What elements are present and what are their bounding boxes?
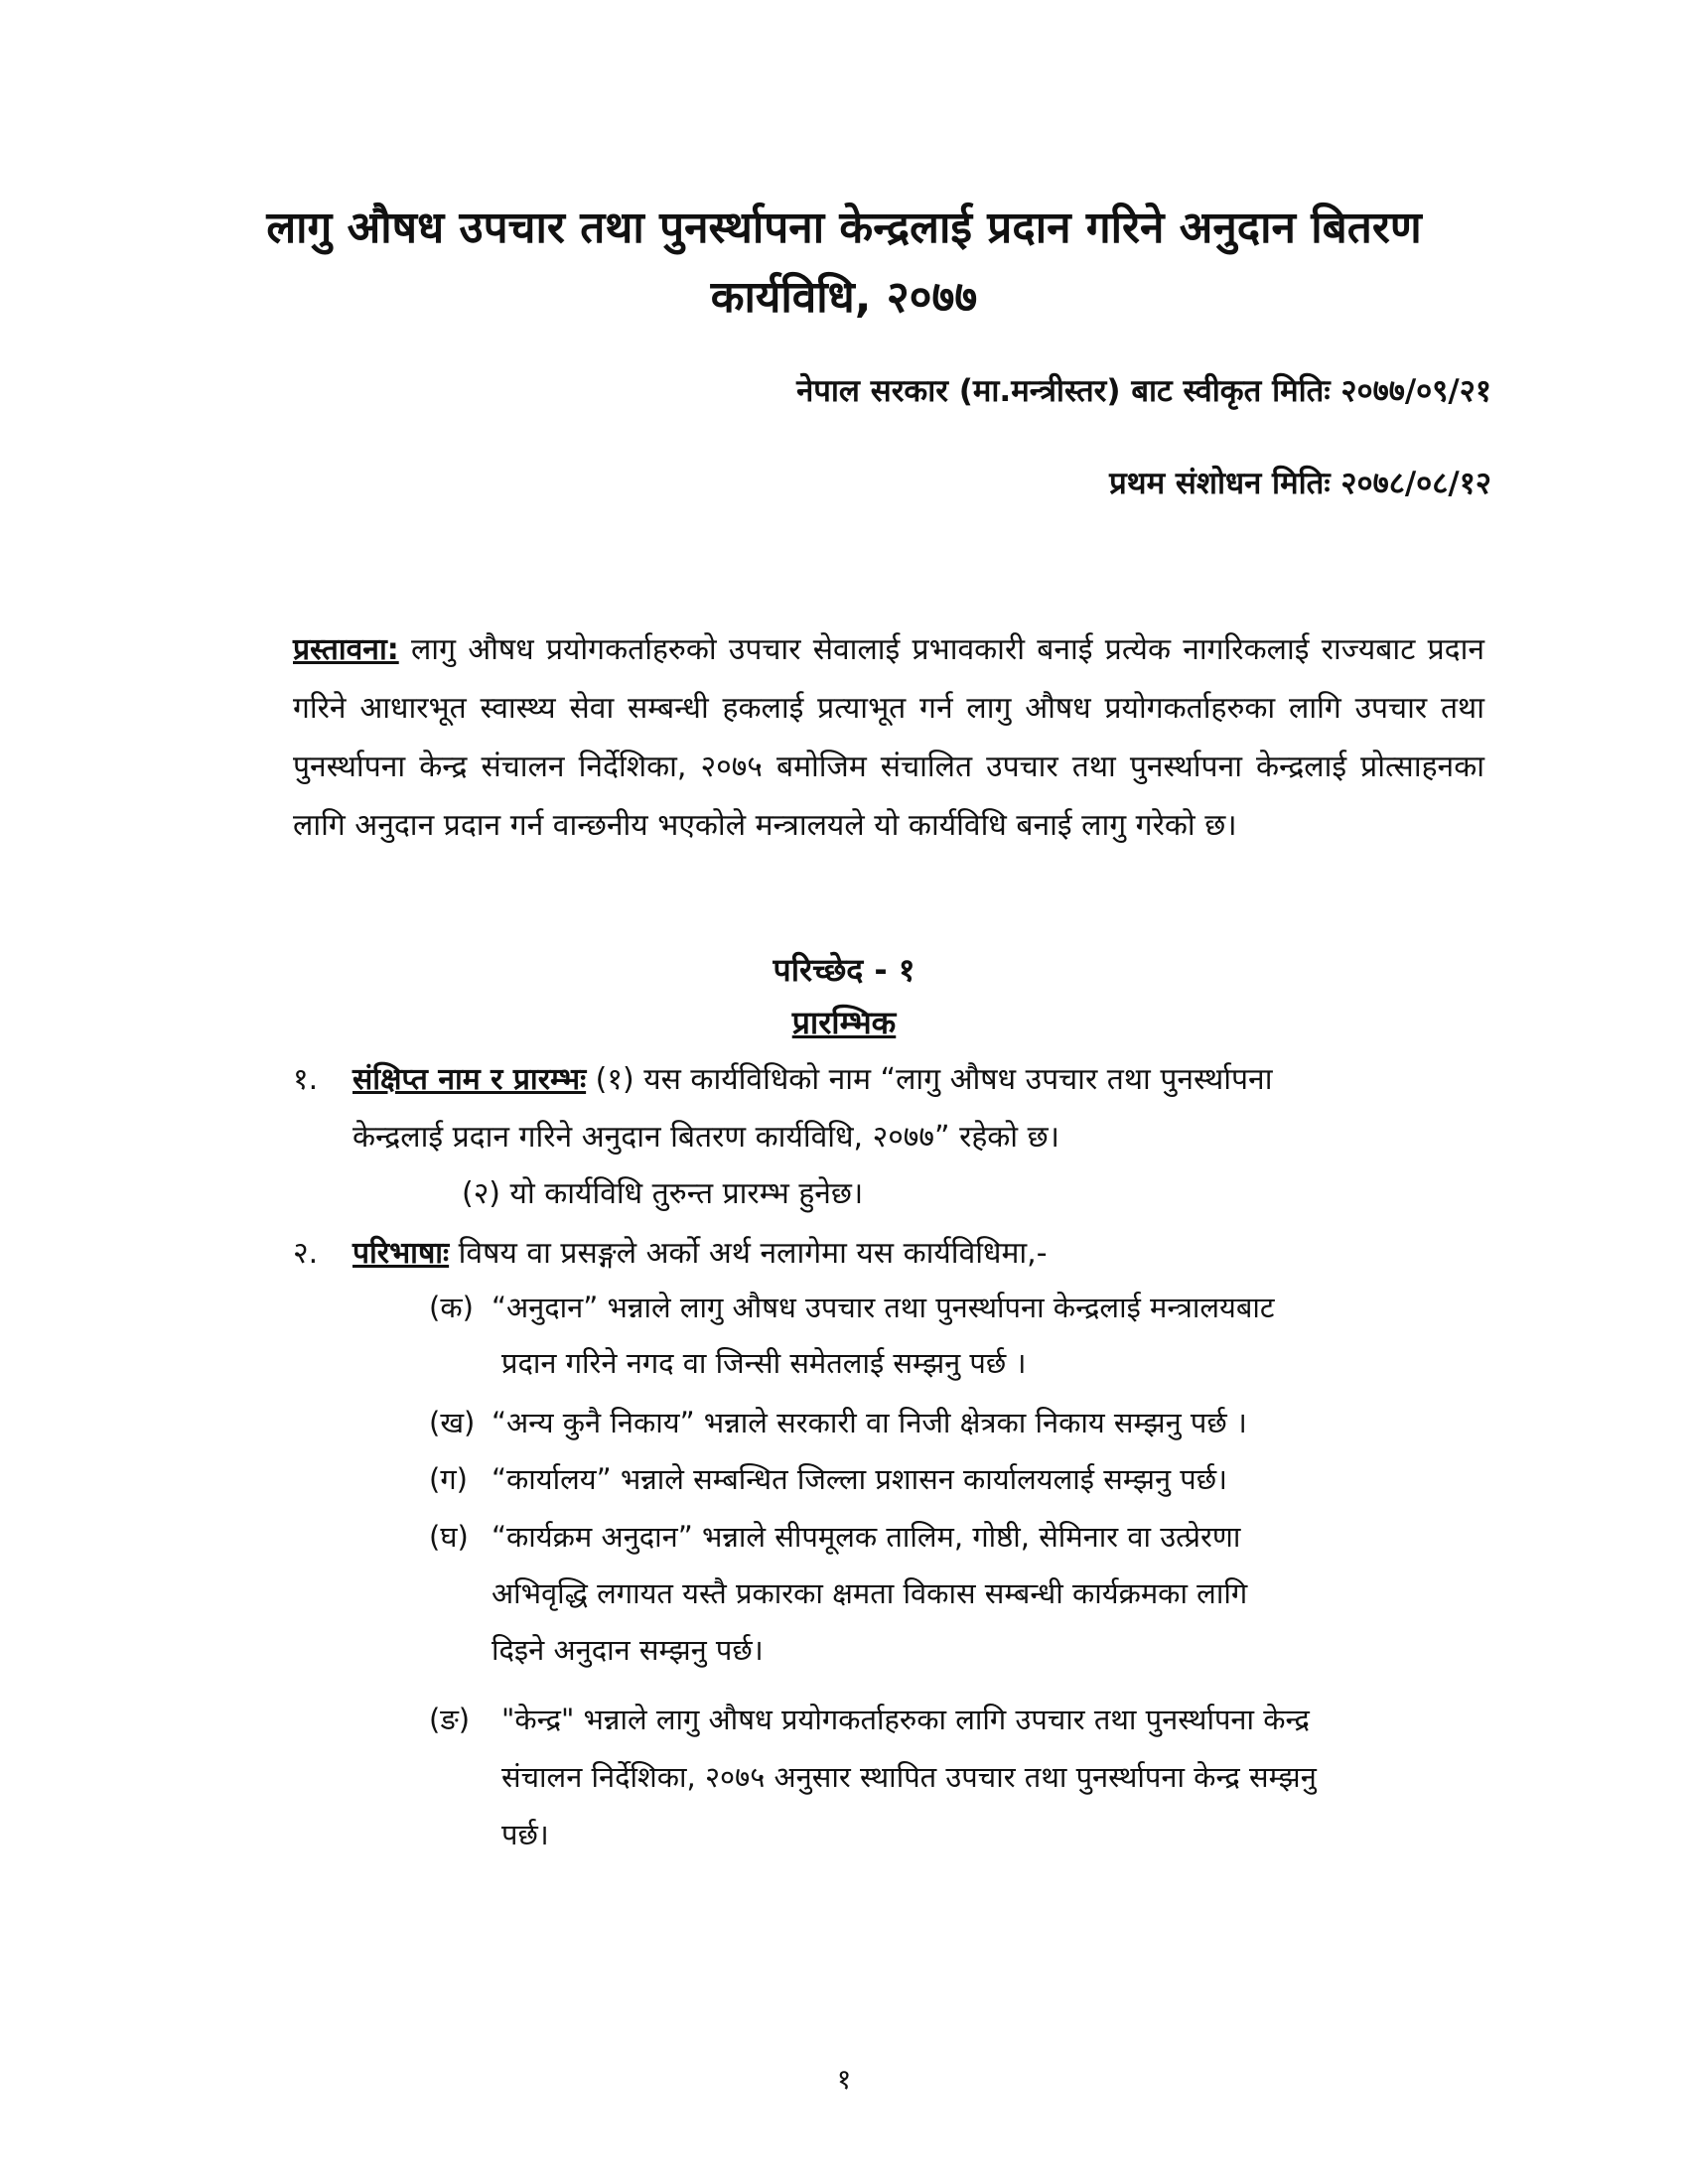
section-2-intro-line (352, 1231, 1048, 1272)
section-1-line-1 (352, 1057, 1272, 1098)
definition-marker: (क) (429, 1291, 474, 1324)
title-line-2: कार्यविधि, २०७७ (710, 272, 978, 323)
page-number: १ (836, 2063, 852, 2096)
approval-date-line: नेपाल सरकार (मा.मन्त्रीस्तर) बाट स्वीकृत मितिः २०७७/०९/२१ (796, 373, 1491, 409)
chapter-number: परिच्छेद - १ (773, 951, 915, 989)
preamble-paragraph (293, 620, 1484, 855)
definition-line: पर्छ। (501, 1818, 549, 1851)
definition-line: दिइने अनुदान सम्झनु पर्छ। (492, 1633, 764, 1667)
definition-line: अभिवृद्धि लगायत यस्तै प्रकारका क्षमता विकास सम्बन्धी कार्यक्रमका लागि (492, 1576, 1248, 1610)
section-2-intro-text: विषय वा प्रसङ्गले अर्को अर्थ नलागेमा यस कार्यविधिमा,- (449, 1236, 1048, 1271)
amendment-date-line: प्रथम संशोधन मितिः २०७८/०८/१२ (1109, 466, 1491, 501)
definition-line: “अनुदान” भन्नाले लागु औषध उपचार तथा पुनर्स्थापना केन्द्रलाई मन्त्रालयबाट (492, 1291, 1275, 1324)
definition-line: प्रदान गरिने नगद वा जिन्सी समेतलाई सम्झनु पर्छ । (501, 1346, 1027, 1380)
section-2-number: २. (293, 1236, 319, 1271)
title-line-1: लागु औषध उपचार तथा पुनर्स्थापना केन्द्रलाई प्रदान गरिने अनुदान बितरण (266, 203, 1422, 253)
preamble-label: प्रस्तावना: (293, 632, 399, 667)
definition-marker: (ङ) (429, 1703, 471, 1736)
definition-line: “कार्यक्रम अनुदान” भन्नाले सीपमूलक तालिम, गोष्ठी, सेमिनार वा उत्प्रेरणा (492, 1520, 1241, 1554)
section-1-heading: संक्षिप्त नाम र प्रारम्भः (352, 1062, 587, 1097)
section-2-heading: परिभाषाः (352, 1236, 450, 1271)
definition-marker: (घ) (429, 1520, 469, 1554)
definition-line: “कार्यालय” भन्नाले सम्बन्धित जिल्ला प्रशासन कार्यालयलाई सम्झनु पर्छ। (492, 1462, 1228, 1496)
definition-marker: (ख) (429, 1406, 476, 1439)
definition-line: "केन्द्र" भन्नाले लागु औषध प्रयोगकर्ताहरुका लागि उपचार तथा पुनर्स्थापना केन्द्र (501, 1703, 1310, 1736)
section-1-line-1-text: (१) यस कार्यविधिको नाम “लागु औषध उपचार तथा पुनर्स्थापना (586, 1062, 1273, 1097)
section-1-number: १. (293, 1062, 319, 1097)
section-1-line-2: केन्द्रलाई प्रदान गरिने अनुदान बितरण कार्यविधि, २०७७” रहेको छ। (352, 1120, 1060, 1155)
definition-line: संचालन निर्देशिका, २०७५ अनुसार स्थापित उपचार तथा पुनर्स्थापना केन्द्र सम्झनु (501, 1760, 1317, 1794)
preamble-text: लागु औषध प्रयोगकर्ताहरुको उपचार सेवालाई प्रभावकारी बनाई प्रत्येक नागरिकलाई राज्यबाट प्रदान गरिने आधारभूत स्वास्थ्य सेवा सम्बन्धी हकलाई प्रत्याभूत गर्न लागु औषध प्रयोगकर्ताहरुका लागि उपचार तथा पुनर्स्थापना केन्द्र संचालन निर्देशिका, २०७५ बमोजिम संचालित उपचार तथा पुनर्स्थापना केन्द्रलाई प्रोत्साहनका लागि अनुदान प्रदान गर्न वान्छनीय भएकोले मन्त्रालयले यो कार्यविधि बनाई लागु गरेको छ। (293, 632, 1484, 843)
definition-line: “अन्य कुनै निकाय” भन्नाले सरकारी वा निजी क्षेत्रका निकाय सम्झनु पर्छ । (492, 1406, 1247, 1439)
definition-marker: (ग) (429, 1462, 468, 1496)
chapter-name: प्रारम्भिक (791, 1004, 897, 1041)
document-title (248, 194, 1440, 333)
section-1-subsection-2: (२) यो कार्यविधि तुरुन्त प्रारम्भ हुनेछ। (462, 1176, 864, 1211)
